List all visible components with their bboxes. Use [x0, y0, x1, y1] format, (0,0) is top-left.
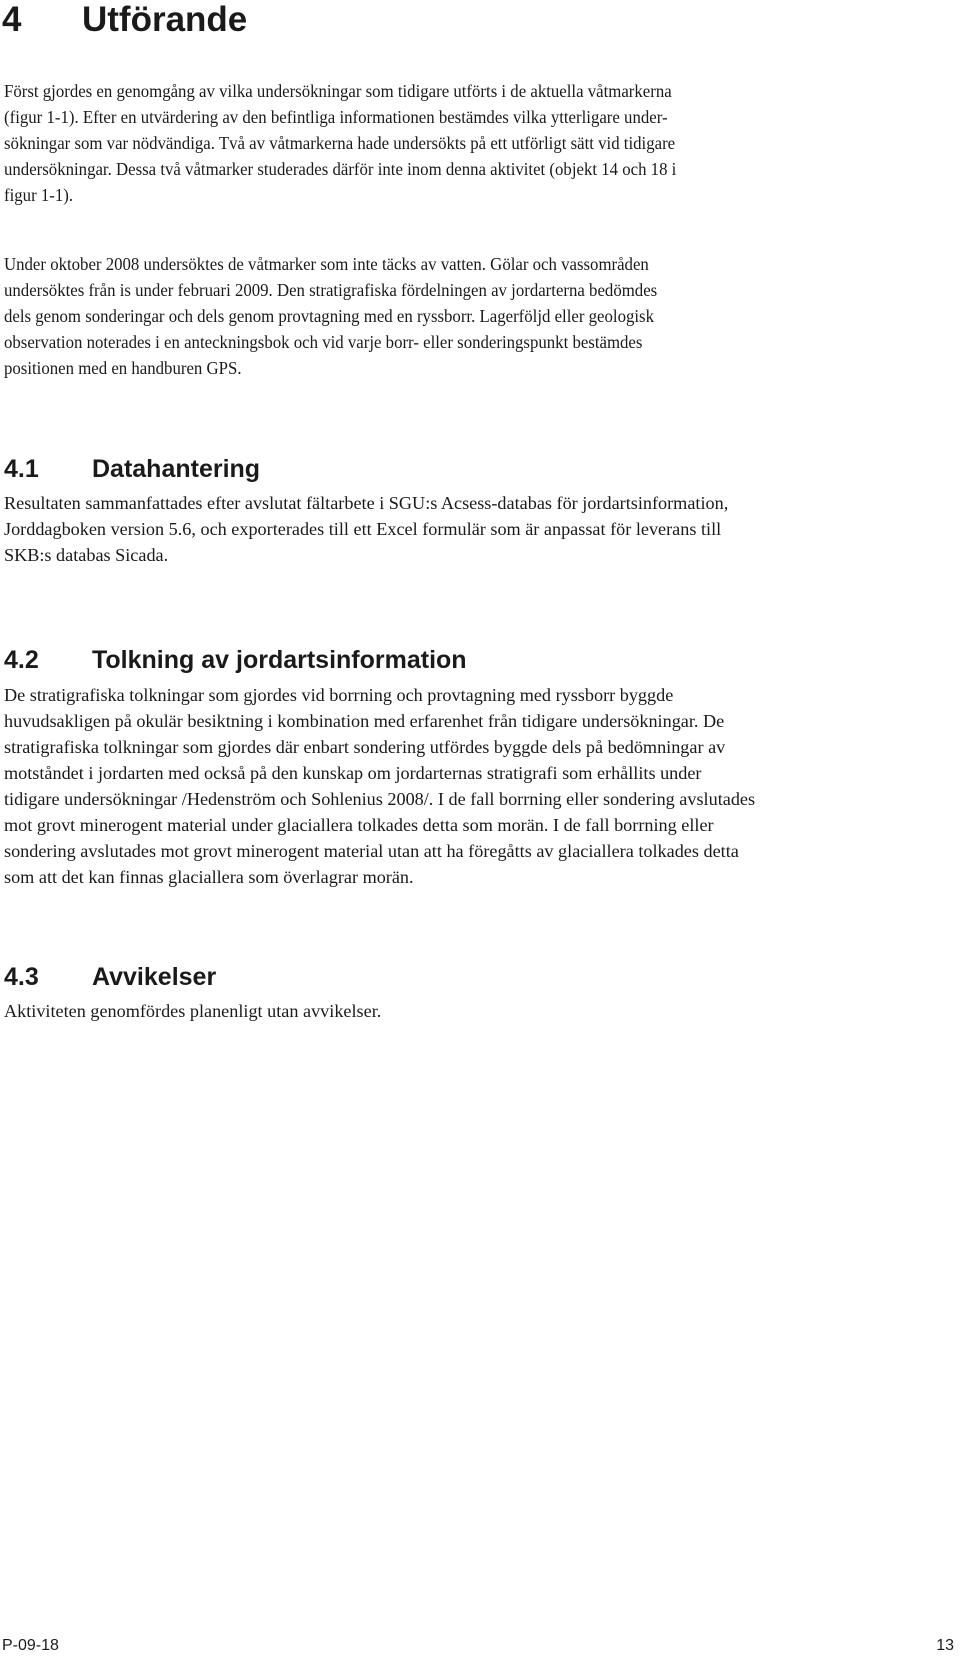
intro-paragraph-1 [4, 78, 911, 208]
text-line: Resultaten sammanfattades efter avslutat fältarbete i SGU:s Acsess-databas för jordartsinformation, [4, 493, 729, 513]
report-id: P-09-18 [2, 1637, 59, 1654]
subsection-heading-4-1 [4, 454, 260, 484]
subsection-title: Avvikelser [92, 963, 217, 991]
text-line: motståndet i jordarten med också på den kunskap om jordarternas stratigrafi som erhållits under [4, 763, 702, 783]
text-line: positionen med en handburen GPS. [4, 358, 242, 378]
text-line: Under oktober 2008 undersöktes de våtmarker som inte täcks av vatten. Gölar och vassområden [4, 254, 649, 274]
tolkning-paragraph [4, 682, 954, 890]
text-line: undersökningar. Dessa två våtmarker studerades därför inte inom denna aktivitet (objekt 14 och 18 i [4, 159, 677, 179]
text-line: (figur 1-1). Efter en utvärdering av den befintliga informationen bestämdes vilka ytterligare under- [4, 107, 668, 127]
section-title: Utförande [82, 0, 248, 39]
subsection-title: Datahantering [92, 455, 261, 483]
subsection-heading-4-3 [4, 962, 216, 992]
subsection-number: 4.1 [4, 455, 39, 483]
text-line: huvudsakligen på okulär besiktning i kombination med erfarenhet från tidigare undersökningar. De [4, 711, 725, 731]
text-line: De stratigrafiska tolkningar som gjordes vid borrning och provtagning med ryssborr byggde [4, 685, 674, 705]
intro-paragraph-2 [4, 251, 911, 381]
section-number: 4 [2, 0, 22, 39]
text-line: Först gjordes en genomgång av vilka undersökningar som tidigare utförts i de aktuella våtmarkerna [4, 81, 672, 101]
text-line: som att det kan finnas glaciallera som överlagrar morän. [4, 867, 414, 887]
text-line: sondering avslutades mot grovt minerogent material utan att ha föregåtts av glaciallera tolkades detta [4, 841, 739, 861]
avvikelser-paragraph [4, 998, 954, 1024]
text-line: dels genom sonderingar och dels genom provtagning med en ryssborr. Lagerföljd eller geologisk [4, 306, 654, 326]
text-line: Jorddagboken version 5.6, och exporterades till ett Excel formulär som är anpassat för leverans till [4, 519, 722, 539]
text-line: stratigrafiska tolkningar som gjordes där enbart sondering utfördes byggde dels på bedömningar av [4, 737, 726, 757]
text-line: Aktiviteten genomfördes planenligt utan avvikelser. [4, 1001, 382, 1021]
text-line: mot grovt minerogent material under glaciallera tolkades detta som morän. I de fall borrning eller [4, 815, 714, 835]
text-line: tidigare undersökningar /Hedenström och Sohlenius 2008/. I de fall borrning eller sondering avslutades [4, 789, 756, 809]
text-line: figur 1-1). [4, 185, 74, 205]
section-heading [2, 0, 247, 40]
subsection-number: 4.3 [4, 963, 39, 991]
datahantering-paragraph [4, 490, 954, 568]
text-line: sökningar som var nödvändiga. Två av våtmarkerna hade undersökts på ett utförligt sätt vid tidigare [4, 133, 676, 153]
subsection-heading-4-2 [4, 645, 467, 675]
page-number: 13 [936, 1637, 954, 1654]
subsection-title: Tolkning av jordartsinformation [92, 646, 467, 674]
subsection-number: 4.2 [4, 646, 39, 674]
text-line: SKB:s databas Sicada. [4, 545, 169, 565]
text-line: observation noterades i en anteckningsbok och vid varje borr- eller sonderingspunkt bestämdes [4, 332, 643, 352]
text-line: undersöktes från is under februari 2009. Den stratigrafiska fördelningen av jordarterna bedömdes [4, 280, 658, 300]
